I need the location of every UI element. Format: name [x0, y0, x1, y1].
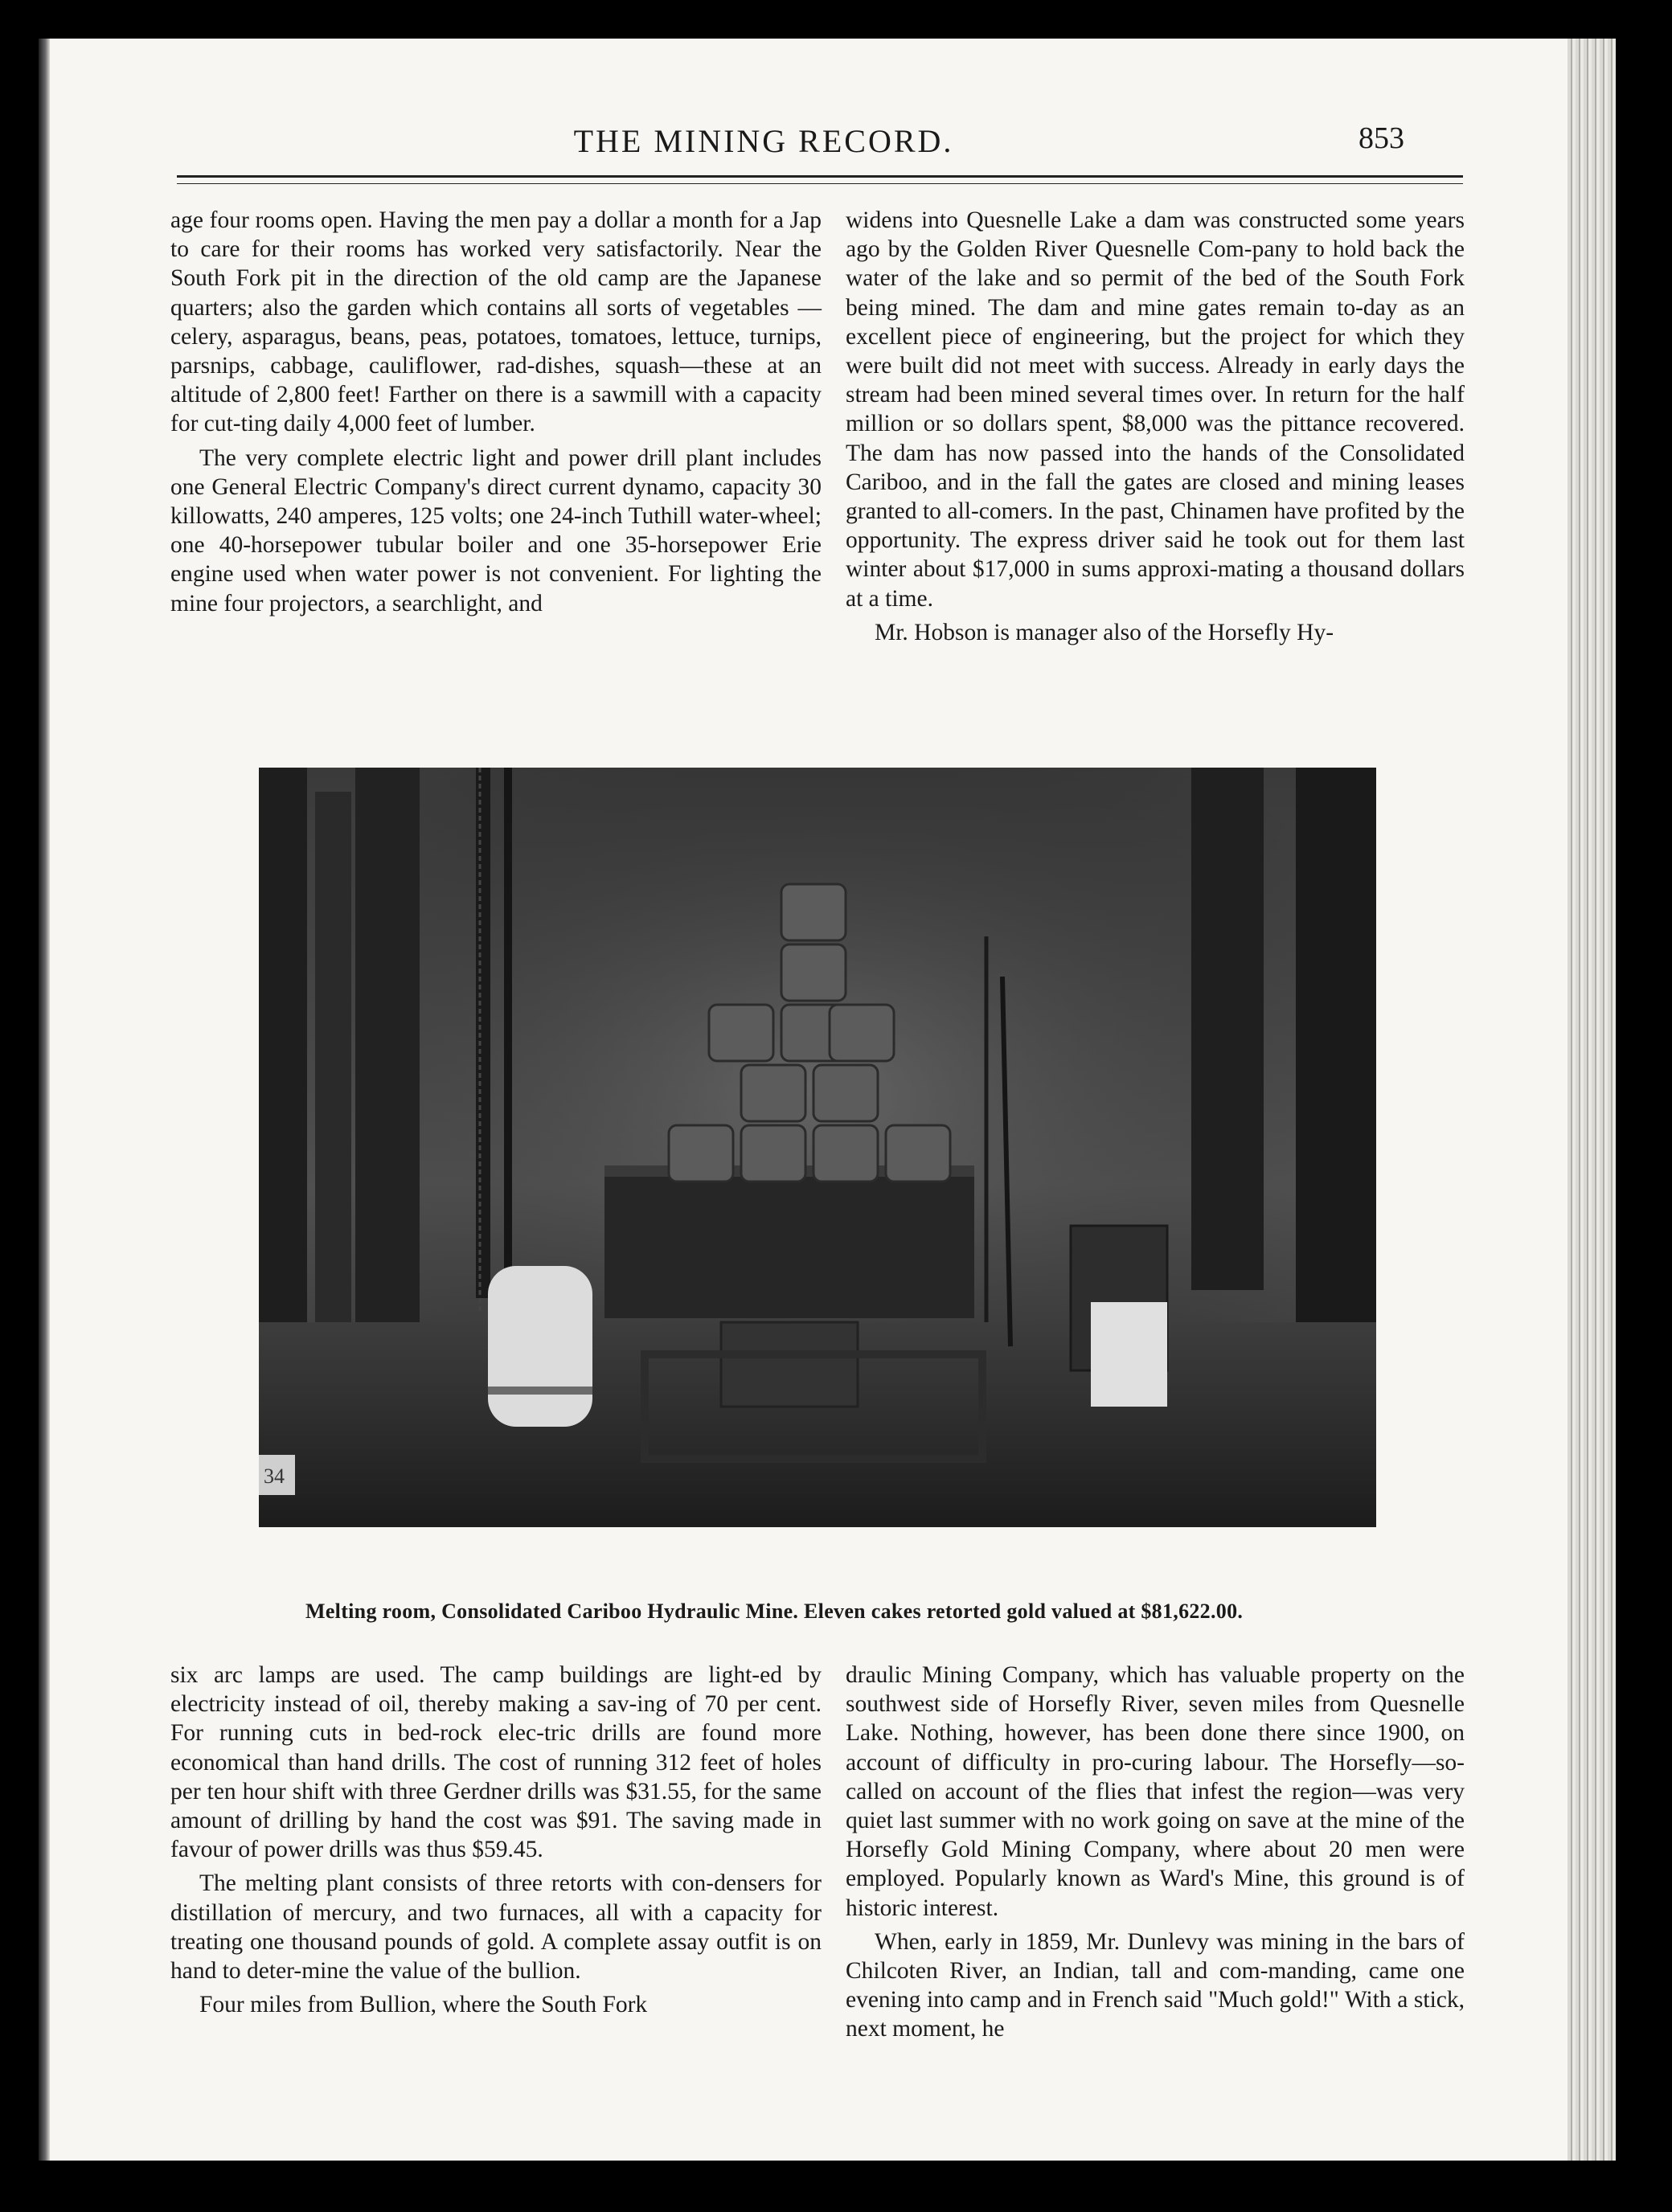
- header-rule-thick: [177, 175, 1463, 178]
- paragraph: draulic Mining Company, which has valuable property on the southwest side of Horsefly River, seven miles from Quesnelle Lake. Nothing, however, has been done there since 1900, on account of difficulty in pro-curing labour. The Horsefly—so-called on account of the flies that infest the region—was very quiet last summer with no work going on save at the mine of the Horsefly Gold Mining Company, where about 20 men were employed. Popularly known as Ward's Mine, this ground is of historic interest.: [846, 1662, 1465, 1921]
- page-edge-stack: [1568, 39, 1616, 2161]
- page-number: 853: [1358, 121, 1404, 155]
- paragraph: The very complete electric light and power drill plant includes one General Electric Company's direct current dynamo, capacity 30 killowatts, 240 amperes, 125 volts; one 24-inch Tuthill water-wheel; one 40-horsepower tubular boiler and one 35-horsepower Erie engine used when water power is not convenient. For lighting the mine four projectors, a searchlight, and: [170, 444, 822, 616]
- column-top-right: [846, 206, 1465, 652]
- paragraph: six arc lamps are used. The camp buildings are light-ed by electricity instead of oil, thereby making a sav-ing of 70 per cent. For running cuts in bed-rock elec-tric drills are found more economical than hand drills. The cost of running 312 feet of holes per ten hour shift with three Gerdner drills was $31.55, for the same amount of drilling by hand the cost was $91. The saving made in favour of power drills was thus $59.45.: [170, 1662, 822, 1863]
- photo-plate-number: 34: [264, 1464, 285, 1488]
- melting-room-photograph: [259, 768, 1376, 1527]
- photo-caption: Melting room, Consolidated Cariboo Hydraulic Mine. Eleven cakes retorted gold valued at $81,622.00.: [305, 1600, 1244, 1623]
- running-header-title: THE MINING RECORD.: [573, 123, 954, 159]
- book-spine-shadow: [39, 39, 50, 2161]
- paragraph: Four miles from Bullion, where the South Fork: [199, 1992, 648, 2018]
- paragraph: The melting plant consists of three retorts with con-densers for distillation of mercury, and two furnaces, all with a capacity for treating one thousand pounds of gold. A complete assay outfit is on hand to deter-mine the value of the bullion.: [170, 1870, 822, 1985]
- paragraph: When, early in 1859, Mr. Dunlevy was mining in the bars of Chilcoten River, an Indian, tall and com-manding, came one evening into camp and in French said "Much gold!" With a stick, next moment, he: [846, 1928, 1465, 2042]
- paragraph: age four rooms open. Having the men pay a dollar a month for a Jap to care for their rooms has worked very satisfactorily. Near the South Fork pit in the direction of the old camp are the Japanese quarters; also the garden which contains all sorts of vegetables —celery, asparagus, beans, peas, potatoes, tomatoes, lettuce, turnips, parsnips, cabbage, cauliflower, rad-dishes, squash—these at an altitude of 2,800 feet! Farther on there is a sawmill with a capacity for cut-ting daily 4,000 feet of lumber.: [170, 207, 822, 437]
- column-bottom-left: [170, 1661, 822, 2024]
- column-bottom-right: [846, 1661, 1465, 2049]
- paragraph: Mr. Hobson is manager also of the Horsefly Hy-: [875, 619, 1334, 645]
- paragraph: widens into Quesnelle Lake a dam was constructed some years ago by the Golden River Quesnelle Com-pany to hold back the water of the lake and so permit of the bed of the South Fork being mined. The dam and mine gates remain to-day as an excellent piece of engineering, but the project for which they were built did not meet with success. Already in early days the stream had been mined several times over. In return for the half million or so dollars spent, $8,000 was the pittance recovered. The dam has now passed into the hands of the Consolidated Cariboo, and in the fall the gates are closed and mining leases granted to all-comers. In the past, Chinamen have profited by the opportunity. The express driver said he took out for them last winter about $17,000 in sums approxi-mating a thousand dollars at a time.: [846, 207, 1465, 612]
- header-rule-thin: [177, 183, 1463, 184]
- column-top-left: [170, 206, 822, 623]
